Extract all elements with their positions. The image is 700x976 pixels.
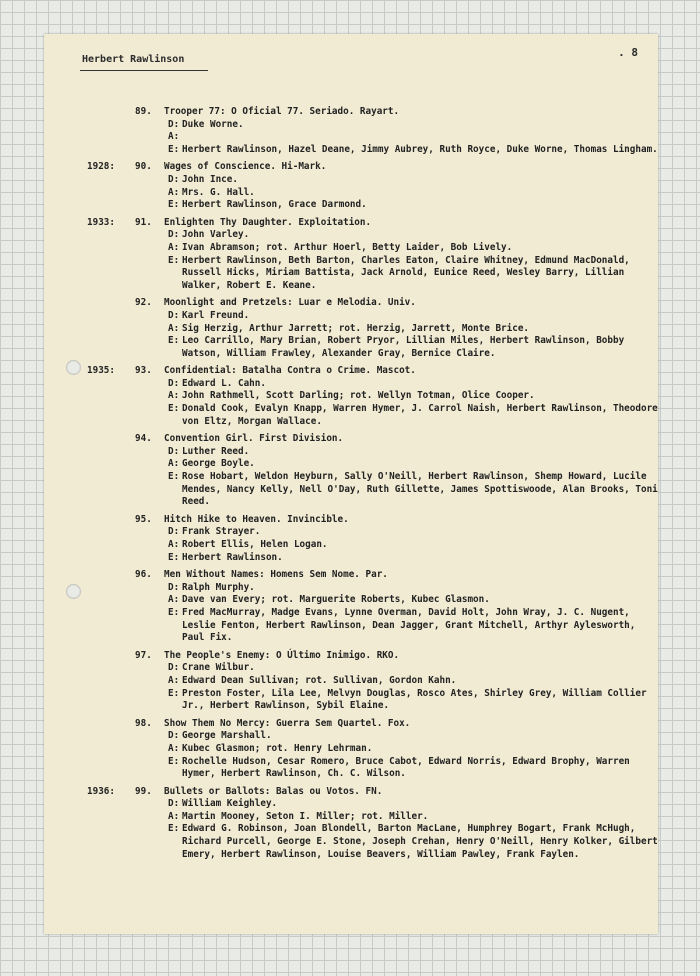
filmography-list <box>44 106 658 866</box>
field-key: E: <box>168 335 180 347</box>
author-line <box>168 675 658 688</box>
director-line <box>168 310 658 323</box>
field-key: A: <box>168 810 180 822</box>
field-value: Donald Cook, Evalyn Knapp, Warren Hymer, J. Carrol Naish, Herbert Rawlinson, Theodore von Eltz, Morgan Wallace. <box>182 403 658 427</box>
director-line <box>168 662 658 675</box>
director-line <box>168 229 658 242</box>
cast-line <box>168 199 658 212</box>
film-entry <box>44 433 658 509</box>
entry-title: Moonlight and Pretzels: Luar e Melodia. Univ. <box>164 297 416 309</box>
field-key: A: <box>168 539 180 550</box>
director-line <box>168 174 658 187</box>
cast-line <box>168 144 658 157</box>
field-key: D: <box>168 730 180 742</box>
entry-year: 1928: <box>87 161 115 173</box>
field-key: E: <box>168 687 180 699</box>
field-key: D: <box>168 445 180 457</box>
cast-line <box>168 471 658 509</box>
film-entry <box>44 514 658 564</box>
author-line <box>168 811 658 824</box>
entry-number: 98. <box>135 717 152 729</box>
film-entry <box>44 365 658 428</box>
field-value: Duke Worne. <box>182 118 244 130</box>
field-key: E: <box>168 254 180 266</box>
entry-number: 92. <box>135 297 152 309</box>
field-value: John Varley. <box>182 229 250 241</box>
entry-title: Men Without Names: Homens Sem Nome. Par. <box>164 569 388 581</box>
film-entry <box>44 106 658 156</box>
field-value: Crane Wilbur. <box>182 662 255 674</box>
field-value: George Boyle. <box>182 458 255 470</box>
field-value: Herbert Rawlinson, Grace Darmond. <box>182 199 367 211</box>
director-line <box>168 798 658 811</box>
field-value: Ivan Abramson; rot. Arthur Hoerl, Betty Laider, Bob Lively. <box>182 241 513 253</box>
field-value: Rochelle Hudson, Cesar Romero, Bruce Cabot, Edward Norris, Edward Brophy, Warren Hymer, Herbert Rawlinson, Ch. C. Wilson. <box>182 755 630 780</box>
entry-number: 99. <box>135 785 152 797</box>
field-value: Dave van Every; rot. Marguerite Roberts, Kubec Glasmon. <box>182 594 490 606</box>
director-line <box>168 526 658 539</box>
entry-title: Bullets or Ballots: Balas ou Votos. FN. <box>164 785 383 797</box>
director-line <box>168 730 658 743</box>
field-value: Fred MacMurray, Madge Evans, Lynne Overman, David Holt, John Wray, J. C. Nugent, Leslie Fenton, Herbert Rawlinson, Dean Jagger, Grant Mitchell, Arthyr Aylesworth, Paul Fix. <box>182 606 636 644</box>
field-value: Edward G. Robinson, Joan Blondell, Barton MacLane, Humphrey Bogart, Frank McHugh, Richard Purcell, George E. Stone, Joseph Crehan, Henry O'Neill, Henry Kolker, Gilbert Emery, Herbert Rawlinson, Louise Beavers, William Pawley, Frank Faylen. <box>182 823 658 860</box>
field-key: A: <box>168 322 180 334</box>
author-line <box>168 187 658 200</box>
field-value: Frank Strayer. <box>182 526 261 538</box>
entry-number: 96. <box>135 569 152 581</box>
entry-title: Show Them No Mercy: Guerra Sem Quartel. Fox. <box>164 717 411 729</box>
cast-line <box>168 756 658 781</box>
field-key: E: <box>168 823 180 835</box>
field-value: Karl Freund. <box>182 309 250 321</box>
entry-number: 93. <box>135 365 152 377</box>
film-entry <box>44 786 658 862</box>
field-key: E: <box>168 755 180 767</box>
film-entry <box>44 718 658 781</box>
field-key: A: <box>168 674 180 686</box>
field-key: D: <box>168 662 180 674</box>
field-key: A: <box>168 742 180 754</box>
typewritten-page <box>44 34 658 934</box>
director-line <box>168 119 658 132</box>
field-value: John Ince. <box>182 173 238 185</box>
entry-year: 1936: <box>87 785 115 797</box>
field-key: E: <box>168 403 180 415</box>
header-underline <box>80 70 208 71</box>
field-value: John Rathmell, Scott Darling; rot. Wellyn Totman, Olice Cooper. <box>182 390 535 402</box>
cast-line <box>168 552 658 565</box>
field-key: A: <box>168 241 180 253</box>
field-value: Herbert Rawlinson, Beth Barton, Charles Eaton, Claire Whitney, Edmund MacDonald, Russell Hicks, Miriam Battista, Jack Arnold, Eunice Reed, Wesley Barry, Lillian Walker, Robert E. Keane. <box>182 254 630 291</box>
field-value: Mrs. G. Hall. <box>182 186 255 198</box>
entry-number: 91. <box>135 216 152 228</box>
field-key: E: <box>168 471 180 483</box>
field-value: Edward Dean Sullivan; rot. Sullivan, Gordon Kahn. <box>182 674 457 686</box>
field-value: Edward L. Cahn. <box>182 377 266 389</box>
field-value: Luther Reed. <box>182 445 250 457</box>
entry-title: Enlighten Thy Daughter. Exploitation. <box>164 216 372 228</box>
entry-number: 90. <box>135 161 152 173</box>
field-value: Sig Herzig, Arthur Jarrett; rot. Herzig, Jarrett, Monte Brice. <box>182 322 530 334</box>
author-line <box>168 539 658 552</box>
cast-line <box>168 255 658 293</box>
author-line <box>168 323 658 336</box>
film-entry <box>44 217 658 293</box>
field-value: Robert Ellis, Helen Logan. <box>182 539 328 550</box>
field-key: A: <box>168 390 180 402</box>
cast-line <box>168 335 658 360</box>
field-key: E: <box>168 143 180 155</box>
author-line <box>168 458 658 471</box>
cast-line <box>168 403 658 428</box>
field-key: D: <box>168 798 180 810</box>
field-value: George Marshall. <box>182 730 272 742</box>
entry-title: Hitch Hike to Heaven. Invincible. <box>164 513 349 525</box>
director-line <box>168 378 658 391</box>
page-header-name: Herbert Rawlinson <box>82 54 185 65</box>
film-entry <box>44 569 658 645</box>
field-key: E: <box>168 551 180 563</box>
entry-number: 97. <box>135 649 152 661</box>
cast-line <box>168 607 658 645</box>
field-key: A: <box>168 186 180 198</box>
director-line <box>168 446 658 459</box>
film-entry <box>44 297 658 360</box>
field-value: Preston Foster, Lila Lee, Melvyn Douglas, Rosco Ates, Shirley Grey, William Collier Jr., Herbert Rawlinson, Sybil Elaine. <box>182 687 647 712</box>
field-value: Herbert Rawlinson, Hazel Deane, Jimmy Aubrey, Ruth Royce, Duke Worne, Thomas Lingham. <box>182 143 658 155</box>
author-line <box>168 743 658 756</box>
field-value: Rose Hobart, Weldon Heyburn, Sally O'Neill, Herbert Rawlinson, Shemp Howard, Lucile Mendes, Nancy Kelly, Nell O'Day, Ruth Gillette, James Spottiswoode, Alan Brooks, Toni Reed. <box>182 471 658 508</box>
field-key: D: <box>168 377 180 389</box>
field-key: A: <box>168 594 180 606</box>
field-key: D: <box>168 118 180 130</box>
page-number: . 8 <box>618 46 638 59</box>
author-line <box>168 594 658 607</box>
field-value: Kubec Glasmon; rot. Henry Lehrman. <box>182 742 373 754</box>
field-key: D: <box>168 309 180 321</box>
author-line <box>168 131 658 144</box>
field-key: A: <box>168 458 180 470</box>
entry-number: 89. <box>135 106 152 117</box>
entry-title: Confidential: Batalha Contra o Crime. Mascot. <box>164 365 416 377</box>
field-key: D: <box>168 229 180 241</box>
film-entry <box>44 650 658 713</box>
entry-year: 1933: <box>87 216 115 228</box>
director-line <box>168 582 658 595</box>
field-key: D: <box>168 173 180 185</box>
entry-number: 94. <box>135 433 152 445</box>
entry-title: Trooper 77: O Oficial 77. Seriado. Rayart. <box>164 106 400 117</box>
entry-title: The People's Enemy: O Último Inimigo. RKO. <box>164 649 400 661</box>
film-entry <box>44 161 658 211</box>
field-key: E: <box>168 199 180 211</box>
cast-line <box>168 688 658 713</box>
field-value: Ralph Murphy. <box>182 581 255 593</box>
entry-title: Convention Girl. First Division. <box>164 433 344 445</box>
field-key: D: <box>168 581 180 593</box>
field-value: Leo Carrillo, Mary Brian, Robert Pryor, Lillian Miles, Herbert Rawlinson, Bobby Watson, William Frawley, Alexander Gray, Bernice Claire. <box>182 335 625 359</box>
entry-number: 95. <box>135 513 152 525</box>
entry-title: Wages of Conscience. Hi-Mark. <box>164 161 327 173</box>
entry-year: 1935: <box>87 365 115 377</box>
cast-line <box>168 823 658 861</box>
author-line <box>168 242 658 255</box>
author-line <box>168 390 658 403</box>
field-value: William Keighley. <box>182 798 278 810</box>
field-value: Herbert Rawlinson. <box>182 551 283 563</box>
field-key: A: <box>168 131 180 143</box>
field-key: E: <box>168 606 180 618</box>
field-key: D: <box>168 526 180 538</box>
field-value: Martin Mooney, Seton I. Miller; rot. Miller. <box>182 810 429 822</box>
